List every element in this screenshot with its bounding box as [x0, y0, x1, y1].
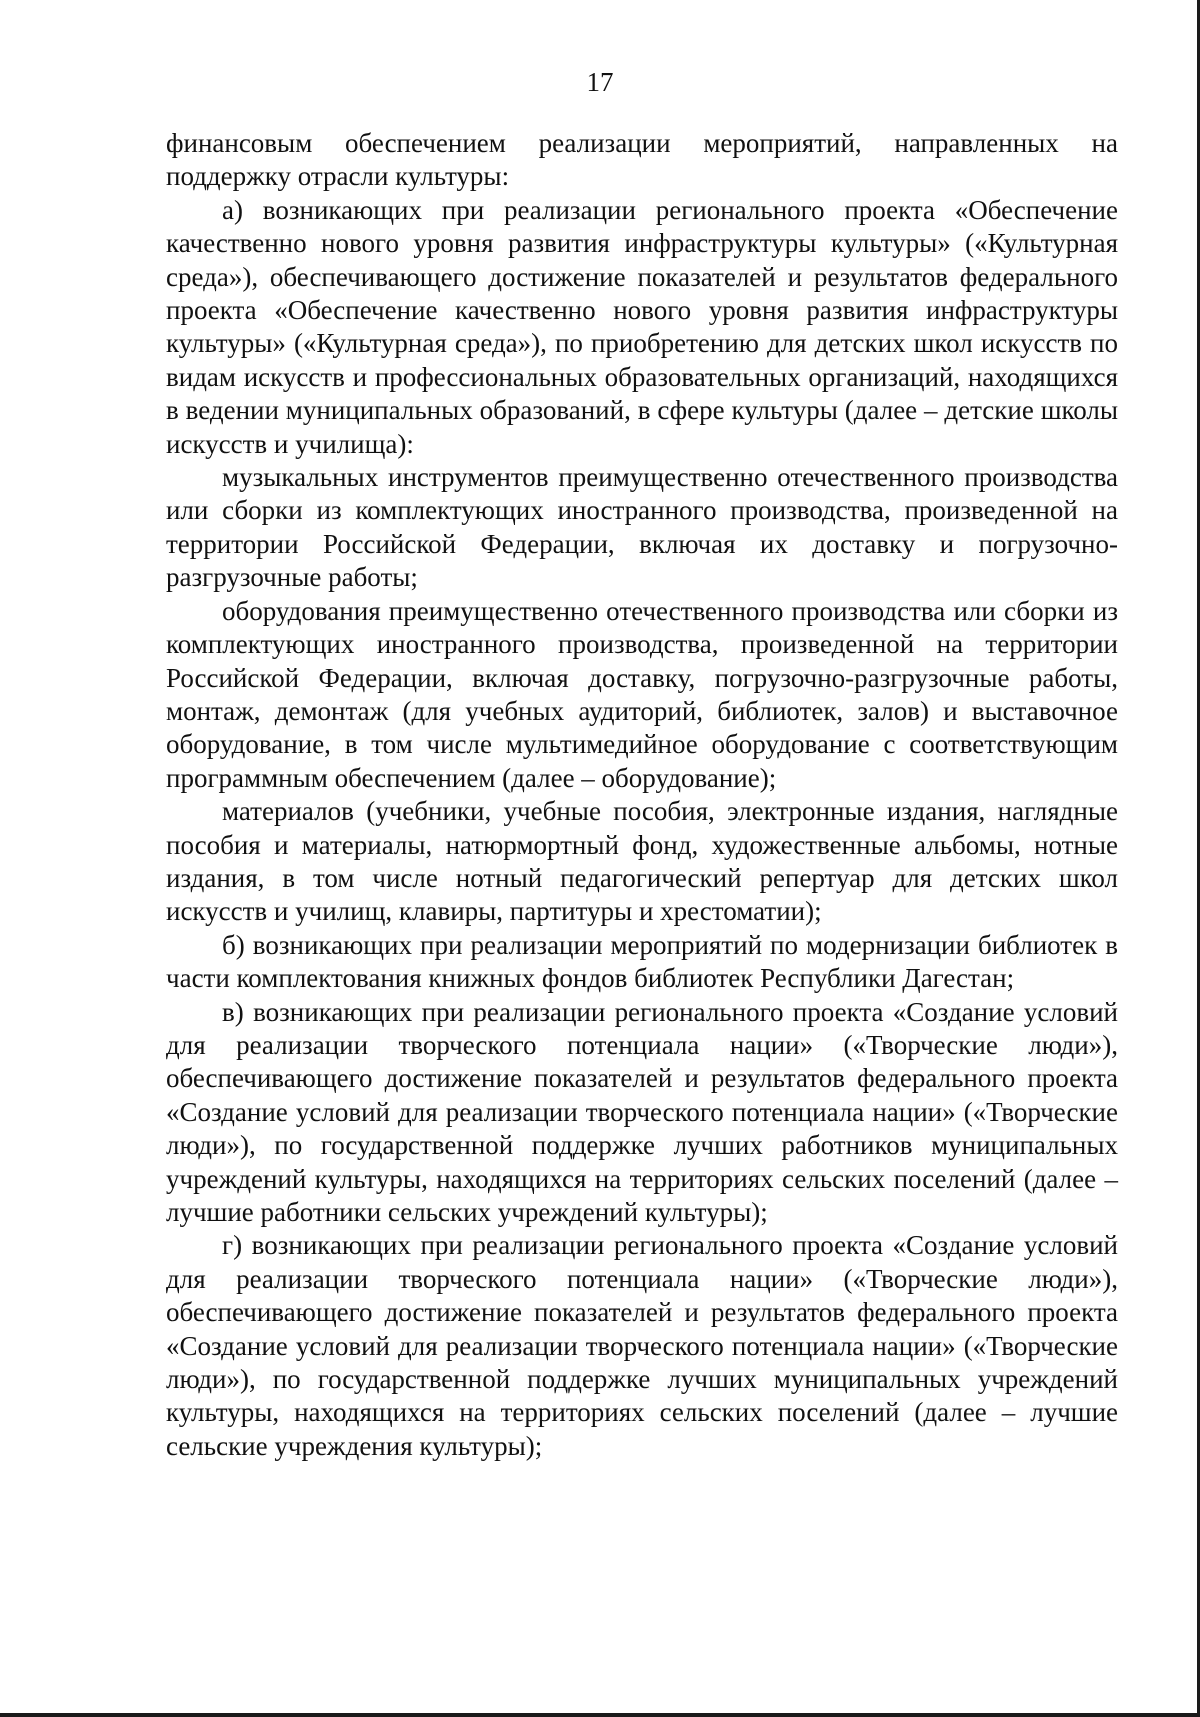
paragraph-continuation: финансовым обеспечением реализации мероприятий, направленных на поддержку отрасли культуры: — [166, 128, 1118, 192]
scan-edge-bottom — [0, 1713, 1200, 1717]
paragraph-item-b: б) возникающих при реализации мероприятий по модернизации библиотек в части комплектования книжных фондов библиотек Республики Дагестан; — [166, 929, 1118, 994]
paragraph-item-g: г) возникающих при реализации регионального проекта «Создание условий для реализации творческого потенциала нации» («Творческие люди»), обеспечивающего достижение показателей и результатов федерального проекта «Создание условий для реализации творческого потенциала нации» («Творческие люди»), по государственной поддержке лучших муниципальных учреждений культуры, находящихся на территориях сельских поселений (далее – лучшие сельские учреждения культуры); — [166, 1230, 1118, 1461]
paragraph-musical-instruments: музыкальных инструментов преимущественно отечественного производства или сборки из комплектующих иностранного производства, произведенной на территории Российской Федерации, включая их доставку и погрузочно-разгрузочные работы; — [166, 462, 1118, 593]
paragraph-materials: материалов (учебники, учебные пособия, электронные издания, наглядные пособия и материалы, натюрмортный фонд, художественные альбомы, нотные издания, в том числе нотный педагогический репертуар для детских школ искусств и училищ, клавиры, партитуры и хрестоматии); — [166, 796, 1118, 927]
paragraph-item-v: в) возникающих при реализации регионального проекта «Создание условий для реализации творческого потенциала нации» («Творческие люди»), обеспечивающего достижение показателей и результатов федерального проекта «Создание условий для реализации творческого потенциала нации» («Творческие люди»), по государственной поддержке лучших работников муниципальных учреждений культуры, находящихся на территориях сельских поселений (далее – лучшие работники сельских учреждений культуры); — [166, 996, 1118, 1227]
paragraph-equipment: оборудования преимущественно отечественного производства или сборки из комплектующих иностранного производства, произведенной на территории Российской Федерации, включая доставку, погрузочно-разгрузочные работы, монтаж, демонтаж (для учебных аудиторий, библиотек, залов) и выставочное оборудование, в том числе мультимедийное оборудование с соответствующим программным обеспечением (далее – оборудование); — [166, 595, 1118, 793]
paragraph-item-a: а) возникающих при реализации регионального проекта «Обеспечение качественно нового уровня развития инфраструктуры культуры» («Культурная среда»), обеспечивающего достижение показателей и результатов федерального проекта «Обеспечение качественно нового уровня развития инфраструктуры культуры» («Культурная среда»), по приобретению для детских школ искусств по видам искусств и профессиональных образовательных организаций, находящихся в ведении муниципальных образований, в сфере культуры (далее – детские школы искусств и училища): — [166, 194, 1118, 459]
page-number: 17 — [586, 67, 614, 97]
document-body — [166, 127, 1118, 1463]
